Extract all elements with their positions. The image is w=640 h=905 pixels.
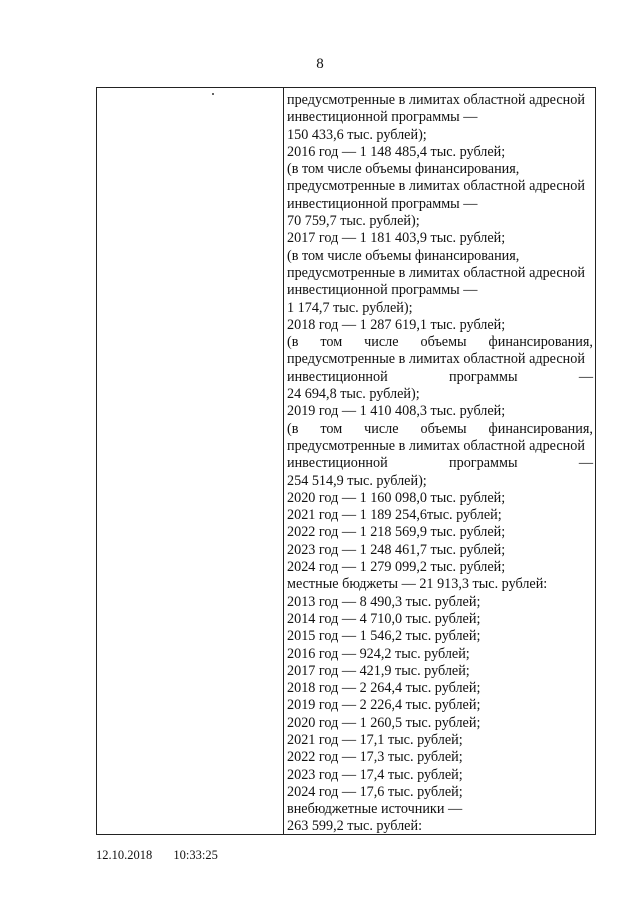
text-word: программы: [449, 368, 518, 385]
text-line: 2024 год — 1 279 099,2 тыс. рублей;: [287, 559, 506, 576]
page-number: 8: [316, 56, 324, 72]
text-line: 2021 год — 1 189 254,6тыс. рублей;: [287, 507, 502, 524]
text-line: инвестиционной программы —: [287, 109, 478, 126]
text-word: том: [320, 420, 343, 437]
text-word: финансирования,: [488, 334, 593, 351]
text-line: предусмотренные в лимитах областной адресной: [287, 351, 585, 368]
left-cell-mark: [212, 93, 214, 95]
text-line: [287, 455, 593, 472]
text-word: объемы: [420, 420, 467, 437]
text-line: 2020 год — 1 160 098,0 тыс. рублей;: [287, 489, 506, 506]
text-word: объемы: [420, 334, 467, 351]
text-line: предусмотренные в лимитах областной адресной: [287, 264, 585, 281]
text-line: 2022 год — 1 218 569,9 тыс. рублей;: [287, 524, 506, 541]
text-word: инвестиционной: [287, 455, 388, 472]
text-line: 2014 год — 4 710,0 тыс. рублей;: [287, 610, 481, 627]
column-divider: [283, 88, 284, 834]
text-line: местные бюджеты — 21 913,3 тыс. рублей:: [287, 576, 548, 593]
text-line: 2023 год — 1 248 461,7 тыс. рублей;: [287, 541, 506, 558]
text-word: программы: [449, 455, 518, 472]
text-line: 2016 год — 924,2 тыс. рублей;: [287, 645, 470, 662]
text-line: предусмотренные в лимитах областной адресной: [287, 178, 585, 195]
text-line: 2016 год — 1 148 485,4 тыс. рублей;: [287, 143, 506, 160]
text-line: 254 514,9 тыс. рублей);: [287, 472, 427, 489]
text-line: 2019 год — 1 410 408,3 тыс. рублей;: [287, 403, 506, 420]
text-line: предусмотренные в лимитах областной адресной: [287, 437, 585, 454]
text-line: (в том числе объемы финансирования,: [287, 161, 520, 178]
text-word: —: [578, 368, 593, 385]
funding-table: [96, 87, 596, 835]
text-line: 263 599,2 тыс. рублей:: [287, 818, 423, 835]
text-word: том: [320, 334, 343, 351]
text-word: числе: [364, 420, 399, 437]
text-line: 2017 год — 421,9 тыс. рублей;: [287, 662, 470, 679]
text-line: 2017 год — 1 181 403,9 тыс. рублей;: [287, 230, 506, 247]
text-word: инвестиционной: [287, 368, 388, 385]
text-line: (в том числе объемы финансирования,: [287, 247, 520, 264]
text-line: 2018 год — 1 287 619,1 тыс. рублей;: [287, 316, 506, 333]
footer-timestamp: [96, 848, 236, 863]
text-word: —: [578, 455, 593, 472]
text-line: 150 433,6 тыс. рублей);: [287, 126, 427, 143]
text-line: 2019 год — 2 226,4 тыс. рублей;: [287, 697, 481, 714]
text-line: 1 174,7 тыс. рублей);: [287, 299, 413, 316]
text-line: предусмотренные в лимитах областной адресной: [287, 92, 585, 108]
text-word: (в: [287, 334, 299, 351]
text-line: 2020 год — 1 260,5 тыс. рублей;: [287, 714, 481, 731]
text-word: (в: [287, 420, 299, 437]
text-line: 2023 год — 17,4 тыс. рублей;: [287, 766, 463, 783]
text-line: 2018 год — 2 264,4 тыс. рублей;: [287, 680, 481, 697]
text-line: инвестиционной программы —: [287, 195, 478, 212]
funding-text-cell: [287, 92, 593, 836]
text-line: 2013 год — 8 490,3 тыс. рублей;: [287, 593, 481, 610]
text-line: внебюджетные источники —: [287, 801, 463, 818]
text-word: финансирования,: [488, 420, 593, 437]
footer-time: 10:33:25: [173, 848, 218, 862]
text-line: 24 694,8 тыс. рублей);: [287, 386, 420, 403]
text-line: 2021 год — 17,1 тыс. рублей;: [287, 731, 463, 748]
footer-date: 12.10.2018: [96, 848, 153, 862]
text-line: инвестиционной программы —: [287, 282, 478, 299]
text-line: 2022 год — 17,3 тыс. рублей;: [287, 749, 463, 766]
text-line: 2024 год — 17,6 тыс. рублей;: [287, 783, 463, 800]
text-line: [287, 369, 593, 386]
text-line: 70 759,7 тыс. рублей);: [287, 213, 420, 230]
text-word: числе: [364, 334, 399, 351]
text-line: [287, 334, 593, 351]
text-line: 2015 год — 1 546,2 тыс. рублей;: [287, 628, 481, 645]
text-line: [287, 421, 593, 438]
